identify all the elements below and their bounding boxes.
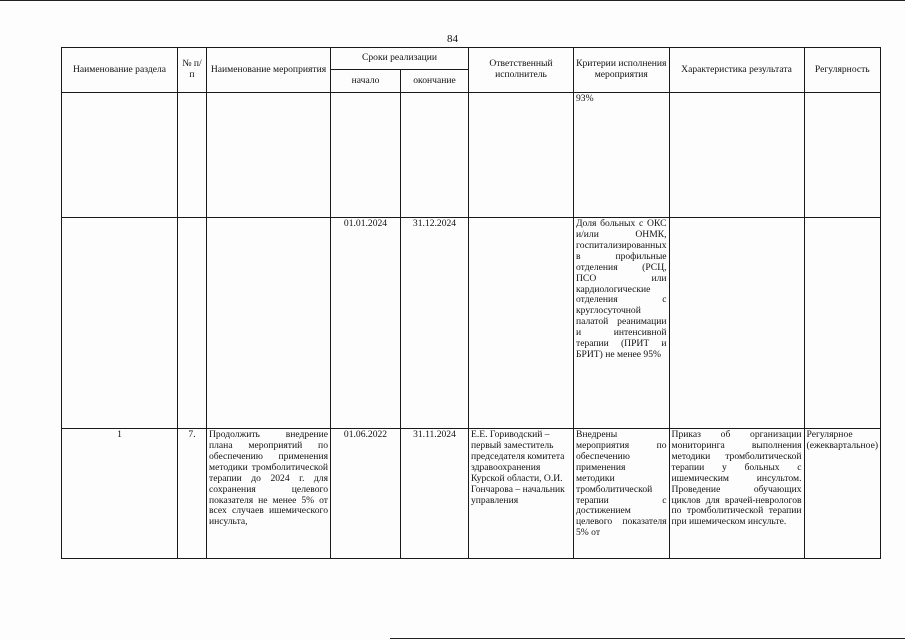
cell-section bbox=[62, 218, 178, 429]
cell-start: 01.06.2022 bbox=[331, 429, 401, 559]
cell-end: 31.11.2024 bbox=[401, 429, 469, 559]
cell-measure bbox=[207, 93, 331, 218]
cell-section bbox=[62, 93, 178, 218]
header-measure-name: Наименование мероприятия bbox=[207, 48, 331, 93]
cell-end bbox=[401, 93, 469, 218]
cell-regularity: Регулярное (ежеквартальное) bbox=[804, 429, 881, 559]
action-plan-table bbox=[61, 47, 881, 559]
cell-measure: Продолжить внедрение плана мероприятий по обеспечению применения методики тромболитической терапии до 2024 г. для сохранения целевого показателя не менее 5% от всех случаев ишемического инсульта, bbox=[207, 429, 331, 559]
cell-end: 31.12.2024 bbox=[401, 218, 469, 429]
header-responsible: Ответственный исполнитель bbox=[469, 48, 574, 93]
table-row bbox=[62, 93, 881, 218]
cell-criteria: Внедрены мероприятия по обеспечению применения методики тромболитической терапии с достижением целевого показателя 5% от bbox=[574, 429, 670, 559]
cell-number bbox=[178, 218, 207, 429]
cell-regularity bbox=[804, 218, 881, 429]
table-row bbox=[62, 429, 881, 559]
cell-criteria: Доля больных с ОКС и/или ОНМК, госпитализированных в профильные отделения (РСЦ, ПСО или кардиологические отделения с круглосуточной палатой реанимации и интенсивной терапии (ПРИТ и БРИТ) не менее 95% bbox=[574, 218, 670, 429]
cell-responsible: Е.Е. Гориводский – первый заместитель председателя комитета здравоохранения Курской области, О.И. Гончарова – начальник управления bbox=[469, 429, 574, 559]
header-regularity: Регулярность bbox=[804, 48, 881, 93]
cell-section: 1 bbox=[62, 429, 178, 559]
cell-measure bbox=[207, 218, 331, 429]
header-end: окончание bbox=[401, 70, 469, 93]
cell-start: 01.01.2024 bbox=[331, 218, 401, 429]
cell-number: 7. bbox=[178, 429, 207, 559]
header-start: начало bbox=[331, 70, 401, 93]
table-row bbox=[62, 218, 881, 429]
cell-responsible bbox=[469, 218, 574, 429]
header-criteria: Критерии исполнения мероприятия bbox=[574, 48, 670, 93]
cell-result bbox=[669, 93, 804, 218]
cell-number bbox=[178, 93, 207, 218]
top-rule bbox=[0, 0, 905, 1]
cell-start bbox=[331, 93, 401, 218]
header-section-name: Наименование раздела bbox=[62, 48, 178, 93]
cell-criteria: 93% bbox=[574, 93, 670, 218]
cell-regularity bbox=[804, 93, 881, 218]
header-deadlines: Сроки реализации bbox=[331, 48, 469, 70]
bottom-rule bbox=[390, 638, 905, 639]
page-number: 84 bbox=[447, 33, 458, 45]
header-number: № п/п bbox=[178, 48, 207, 93]
header-result: Характеристика результата bbox=[669, 48, 804, 93]
cell-result: Приказ об организации мониторинга выполнения методики тромболитической терапии у больных с ишемическим инсультом. Проведение обучающих циклов для врачей-неврологов по тромболитической терапии при ишемическом инсульте. bbox=[669, 429, 804, 559]
cell-responsible bbox=[469, 93, 574, 218]
cell-result bbox=[669, 218, 804, 429]
